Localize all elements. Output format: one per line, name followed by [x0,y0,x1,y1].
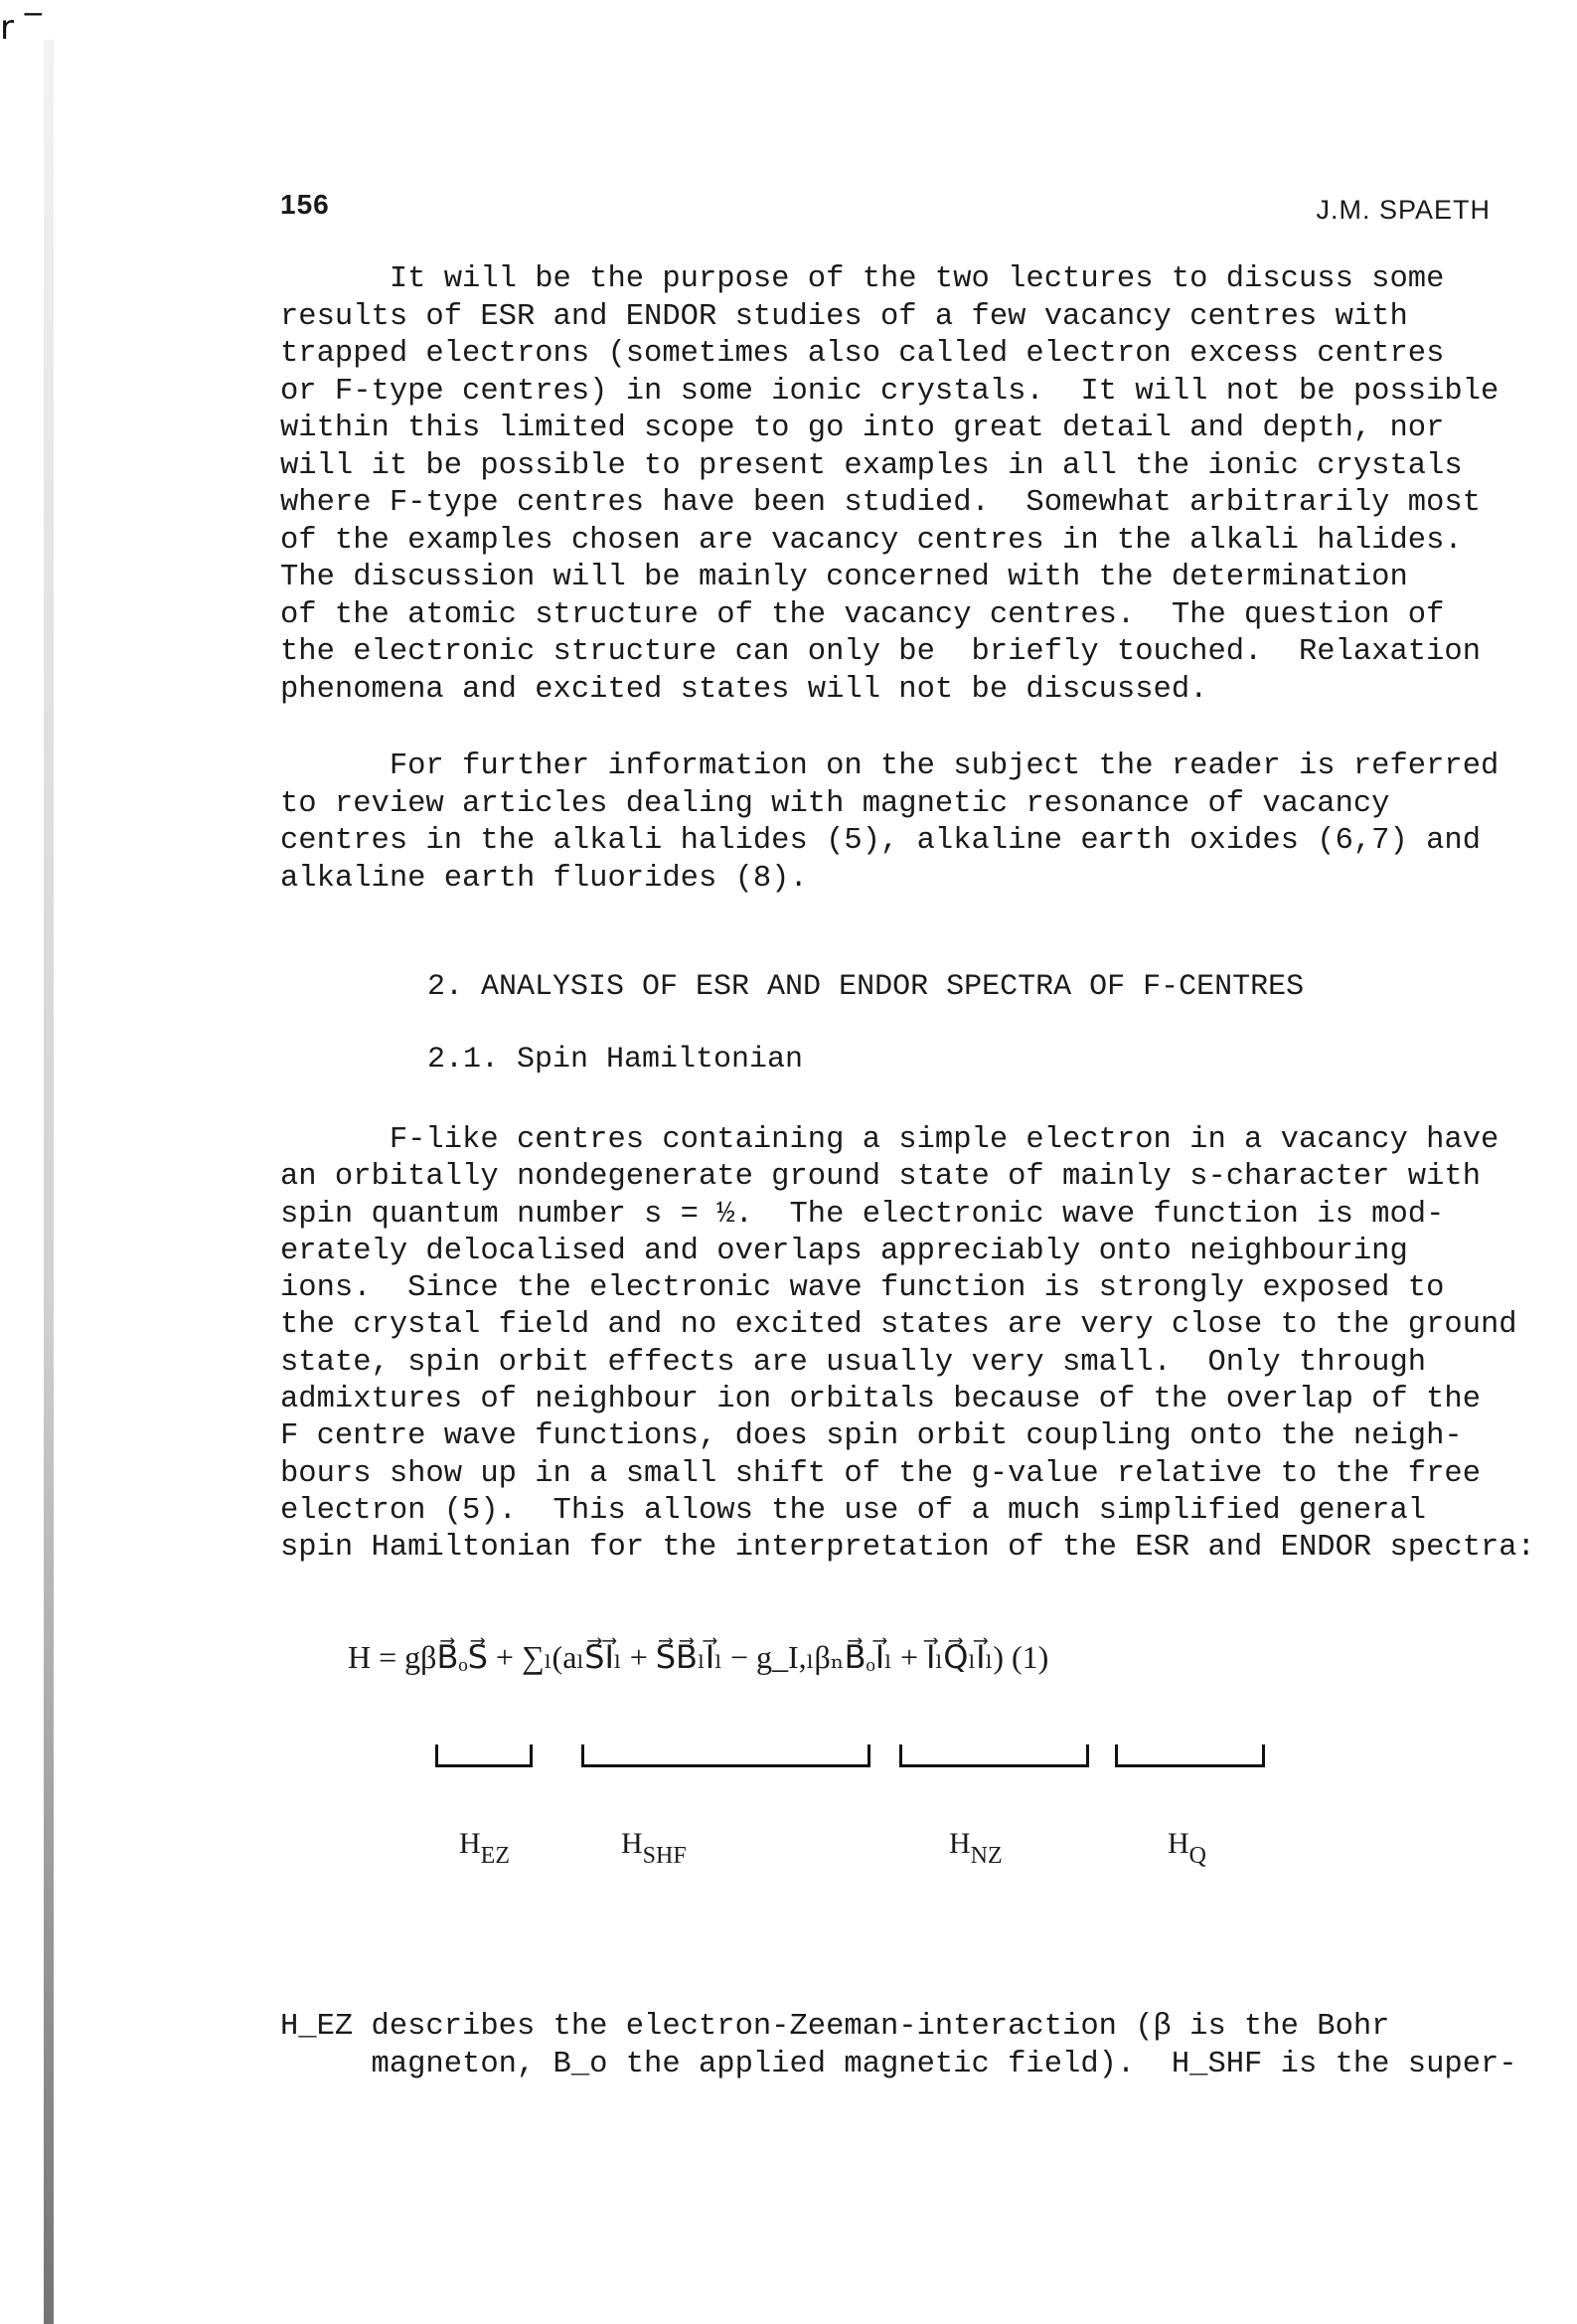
spin-hamiltonian-equation [348,1638,1341,1698]
paragraph-references: For further information on the subject the reader is referred to review articles dealing with magnetic resonance of vacancy centres in the alkali halides (5), alkaline earth oxides (6,7) and alkaline earth fluorides (8). [280,749,1499,896]
term-label-subscript: Q [1188,1843,1207,1869]
subsection-title: 2.1. Spin Hamiltonian [427,1043,804,1077]
term-label-h: H [1168,1827,1189,1860]
underbrace-nz [899,1744,1089,1767]
term-label-ez [459,1827,510,1869]
paragraph-hez-description: H_EZ describes the electron-Zeeman-interaction (β is the Bohr magneton, B_o the applied magnetic field). H_SHF is the super- [280,2010,1517,2081]
term-label-nz [949,1827,1003,1869]
section-title: 2. ANALYSIS OF ESR AND ENDOR SPECTRA OF F-CENTRES [427,970,1305,1004]
term-label-h: H [621,1827,643,1860]
underbrace-ez [435,1744,533,1767]
term-label-h: H [459,1827,481,1860]
scan-corner-mark: r ‾ [0,8,42,48]
scan-edge-shadow [44,40,54,2324]
paragraph-spin-hamiltonian: F-like centres containing a simple electron in a vacancy have an orbitally nondegenerate ground state of mainly s-character with spin quantum number s = ½. The electronic wave function is mod- erately delocalised and overlaps appreciably onto neighbouring ions. Since the electronic wave function is strongly exposed to the crystal field and no excited states are very close to the ground state, spin orbit effects are usually very small. Only through admixtures of neighbour ion orbitals because of the overlap of the F centre wave functions, does spin orbit coupling onto the neigh- bours show up in a small shift of the g-value relative to the free electron (5). This allows the use of a much simplified general spin Hamiltonian for the interpretation of the ESR and ENDOR spectra: [280,1123,1535,1566]
term-label-subscript: NZ [970,1843,1003,1869]
equation-number: (1) [1012,1639,1049,1675]
equation-body: H = gβB⃗ₒS⃗ + ∑ₗ(aₗS⃗I⃗ₗ + S⃗B⃗ₗI⃗ₗ − g_I,ₗβₙB⃗ₒI⃗ₗ + I⃗ₗQ⃗ₗI⃗ₗ) [348,1639,1004,1675]
term-label-q [1168,1827,1207,1869]
underbrace-q [1115,1744,1265,1767]
paragraph-introduction: It will be the purpose of the two lectures to discuss some results of ESR and ENDOR studies of a few vacancy centres with trapped electrons (sometimes also called electron excess centres or F-type centres) in some ionic crystals. It will not be possible within this limited scope to go into great detail and depth, nor will it be possible to present examples in all the ionic crystals where F-type centres have been studied. Somewhat arbitrarily most of the examples chosen are vacancy centres in the alkali halides. The discussion will be mainly concerned with the determination of the atomic structure of the vacancy centres. The question of the electronic structure can only be briefly touched. Relaxation phenomena and excited states will not be discussed. [280,262,1499,707]
underbrace-shf [581,1744,870,1767]
term-label-subscript: SHF [642,1843,687,1869]
page-header [280,189,1491,229]
term-label-shf [621,1827,687,1869]
page-number: 156 [280,189,330,220]
term-label-h: H [949,1827,971,1860]
term-label-subscript: EZ [480,1843,510,1869]
running-head-author: J.M. SPAETH [1316,195,1491,225]
